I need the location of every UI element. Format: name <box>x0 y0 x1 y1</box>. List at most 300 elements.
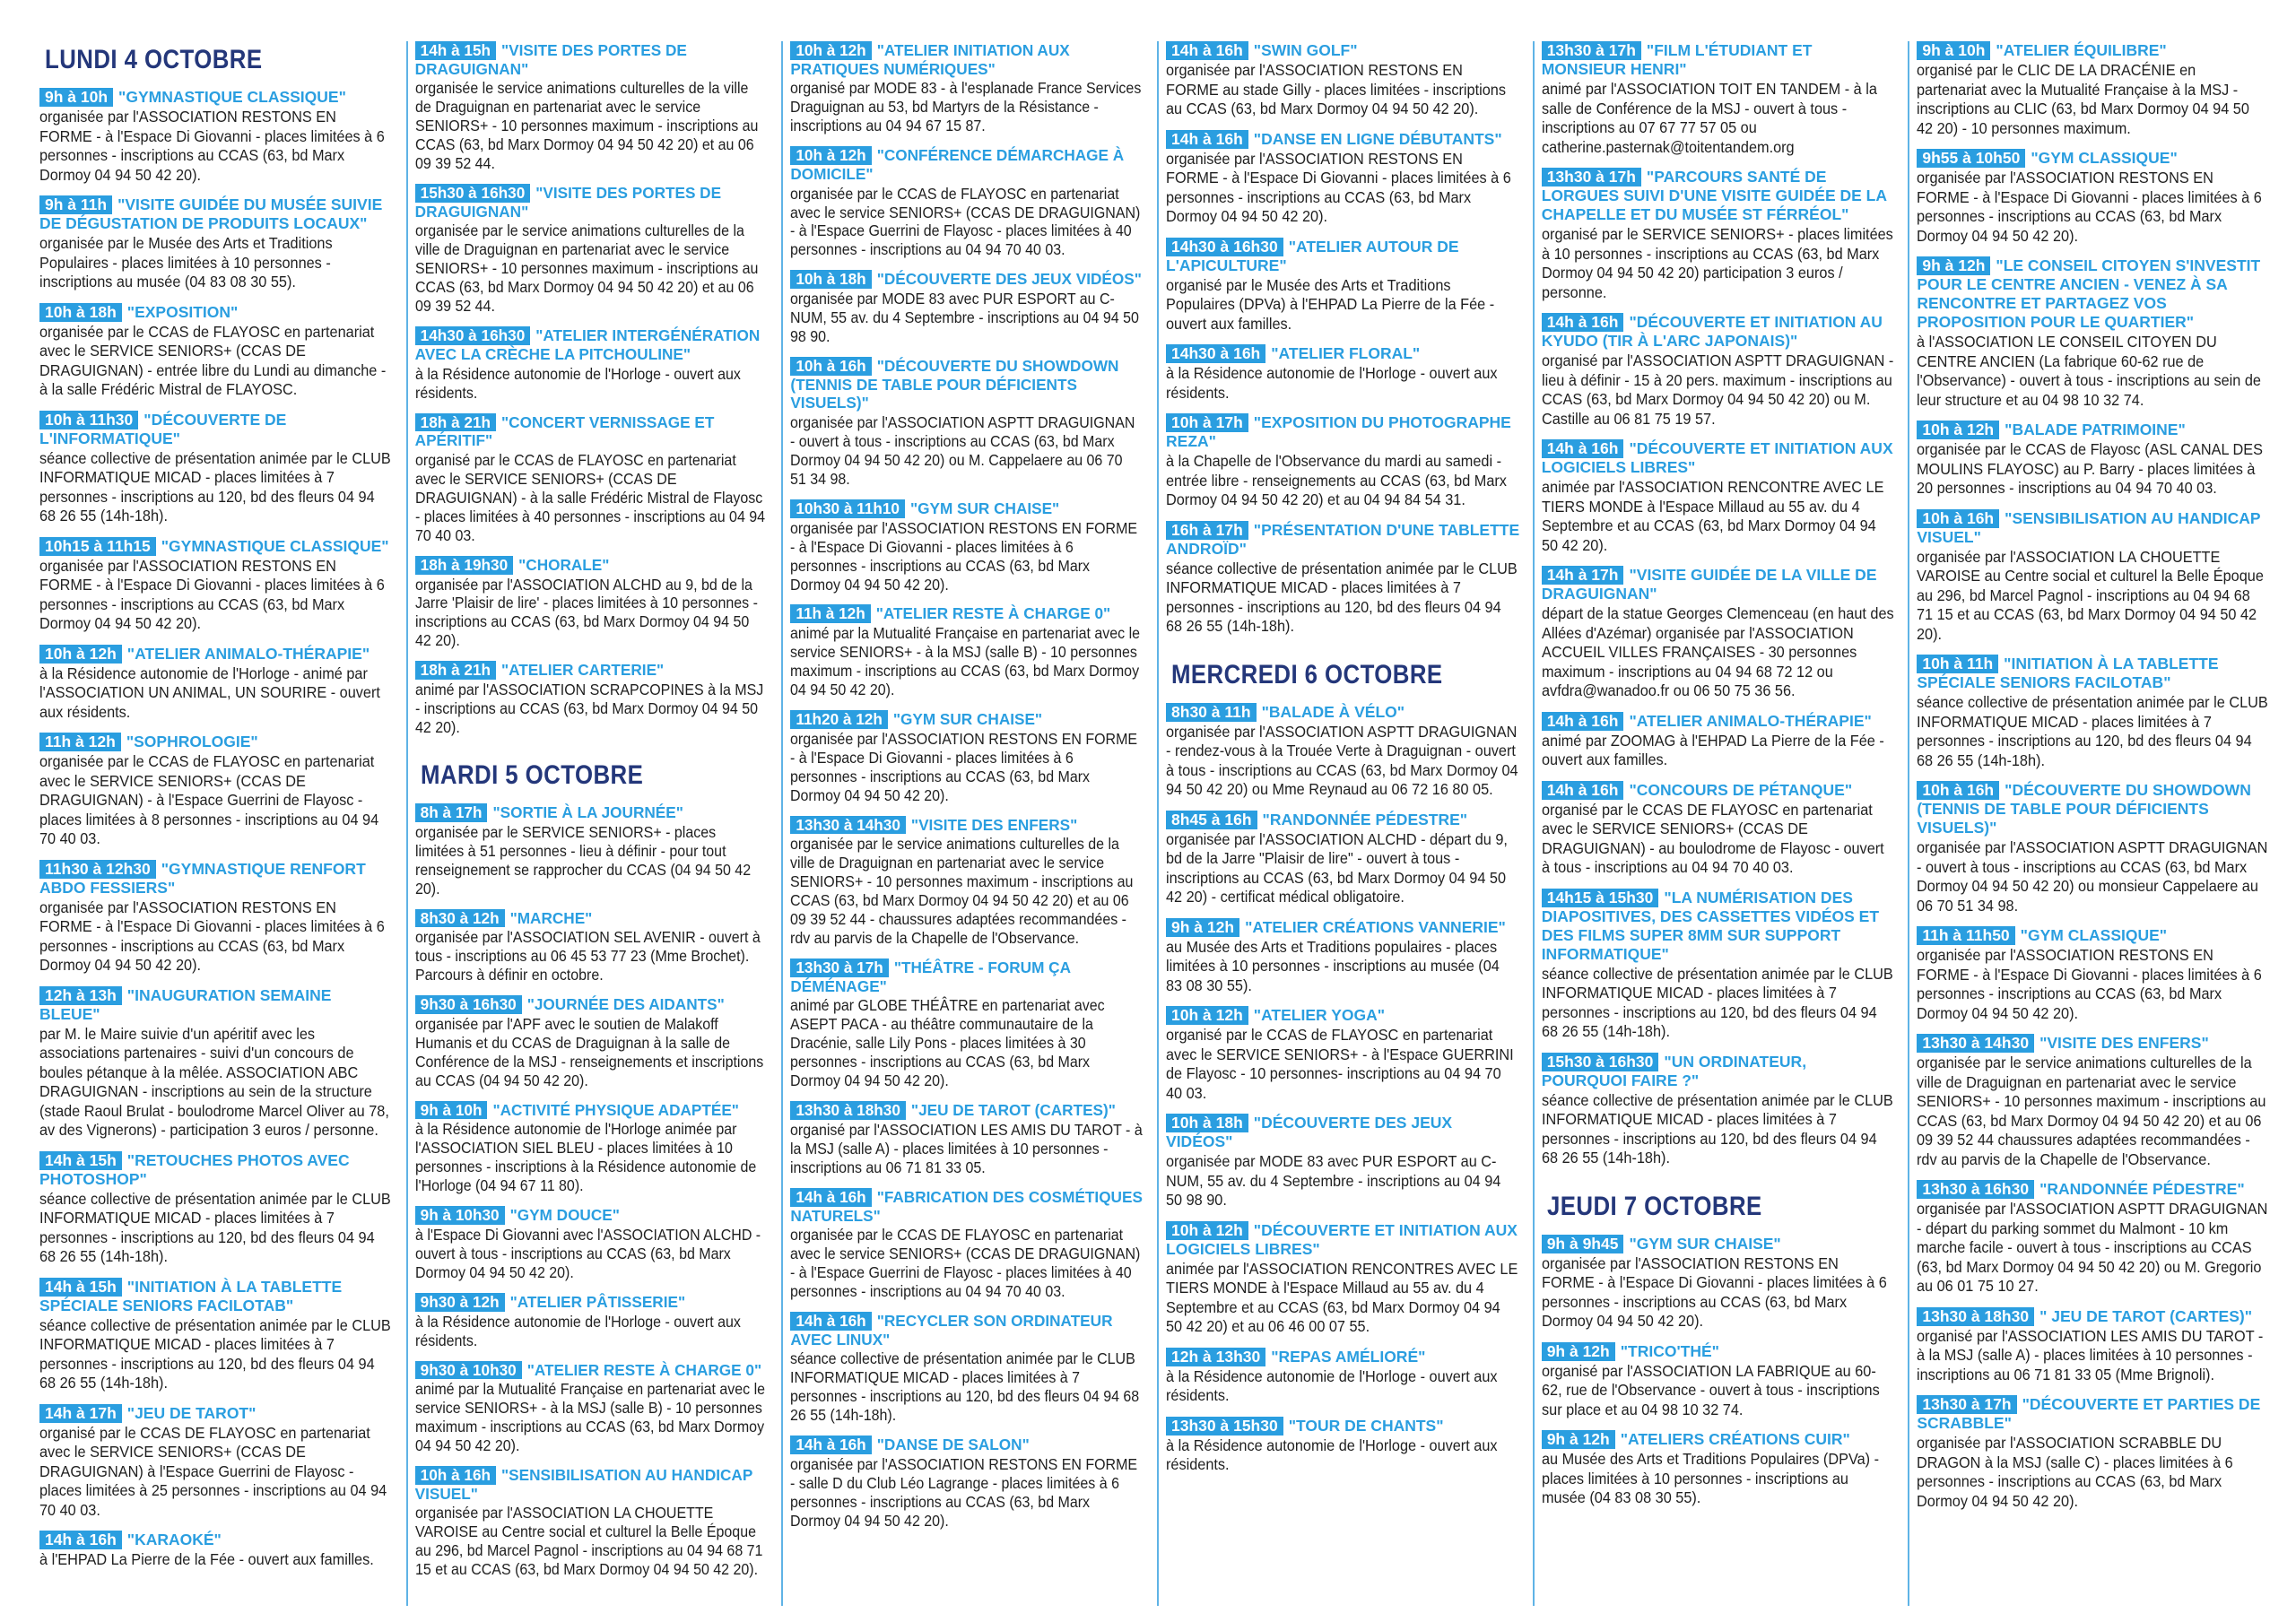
event-time-badge: 14h30 à 16h <box>1166 344 1265 363</box>
event-title: "TRICO'THÉ" <box>1620 1341 1719 1360</box>
event-header <box>415 184 770 221</box>
event-title: "VISITE GUIDÉE DU MUSÉE SUIVIE DE DÉGUSTATION DE PRODUITS LOCAUX" <box>39 195 383 232</box>
event-item <box>39 1531 394 1570</box>
event-item <box>1166 1221 1520 1337</box>
event-item <box>1166 41 1520 119</box>
event-item <box>790 499 1144 594</box>
event-time-badge: 14h15 à 15h30 <box>1542 889 1659 907</box>
event-item <box>790 1101 1144 1177</box>
event-title: "GYM CLASSIQUE" <box>2031 149 2178 167</box>
event-item <box>1917 509 2271 645</box>
event-time-badge: 13h30 à 17h <box>1917 1395 2016 1414</box>
event-item <box>790 958 1144 1090</box>
event-title: "THÉÂTRE - FORUM ÇA DÉMÉNAGE" <box>790 958 1071 995</box>
event-time-badge: 18h à 21h <box>415 661 496 680</box>
event-title: "VISITE DES PORTES DE DRAGUIGNAN" <box>414 184 722 221</box>
event-title: "DÉCOUVERTE DES JEUX VIDÉOS" <box>876 270 1142 289</box>
event-description: organisée par l'ASSOCIATION ASPTT DRAGUIGNAN - départ du parking sommet du Malmont - 10 km marche facile - ouvert à tous - inscriptions au CCAS (63, bd Marx Dormoy 04 94 50 42 20) ou M. Gregorio au 06 01 75 10 27. <box>1917 1200 2268 1295</box>
event-header <box>415 1101 770 1120</box>
event-description: organisée par le CCAS de FLAYOSC en partenariat avec le SERVICE SENIORS+ (CCAS DE DRAGUIGNAN) - à l'Espace Guerrini de Flayosc - places limitées à 8 personnes - inscriptions au 04 94 70 40 03. <box>39 752 379 847</box>
event-description: organisée le service animations culturelles de la ville de Draguignan en partenariat avec le service SENIORS+ - 10 personnes maximum - inscriptions au CCAS (63, bd Marx Dormoy 04 94 50 42 20) et au 06 09 39 52 44. <box>414 79 759 173</box>
event-header <box>1917 781 2271 837</box>
event-time-badge: 10h à 12h <box>790 146 871 165</box>
event-header <box>1542 1430 1896 1449</box>
event-item <box>415 326 770 402</box>
event-header <box>1917 1307 2271 1326</box>
event-title: "SENSIBILISATION AU HANDICAP VISUEL" <box>414 1466 752 1503</box>
event-title: "PRÉSENTATION D'UNE TABLETTE ANDROÏD" <box>1166 520 1520 558</box>
event-title: "BALADE À VÉLO" <box>1261 702 1405 721</box>
event-header <box>1166 41 1520 60</box>
event-item <box>39 1151 394 1267</box>
event-title: "ATELIER CARTERIE" <box>501 661 665 680</box>
event-header <box>39 860 394 898</box>
event-header <box>1917 926 2271 945</box>
event-header <box>1542 566 1896 603</box>
event-time-badge: 11h30 à 12h30 <box>39 860 156 879</box>
event-time-badge: 15h30 à 16h30 <box>415 184 531 203</box>
event-item <box>415 1361 770 1456</box>
event-header <box>39 1531 394 1549</box>
event-title: "DÉCOUVERTE ET INITIATION AU KYUDO (TIR À L'ARC JAPONAIS)" <box>1541 313 1883 350</box>
event-time-badge: 10h à 16h <box>790 357 871 376</box>
event-description: organisé par l'ASSOCIATION LA FABRIQUE au 60-62, rue de l'Observance - ouvert à tous - inscriptions sur place et au 04 98 10 32 74. <box>1541 1361 1880 1418</box>
event-description: organisée par le CCAS de Flayosc (ASL CANAL DES MOULINS FLAYOSC) au P. Barry - places limitées à 20 personnes - inscriptions au 04 94 70 40 03. <box>1917 440 2264 497</box>
event-item <box>790 357 1144 489</box>
event-description: organisée par le CCAS DE FLAYOSC en partenariat avec le service SENIORS+ (CCAS DE DRAGUIGNAN) - à l'Espace Guerrini de Flayosc - places limitées à 40 personnes - inscriptions au 04 94 70 40 03. <box>790 1226 1141 1301</box>
event-title: "LE CONSEIL CITOYEN S'INVESTIT POUR LE CENTRE ANCIEN - VENEZ À SA RENCONTRE ET PARTAGEZ VOS PROPOSITION POUR LE QUARTIER" <box>1917 256 2261 331</box>
event-item <box>1917 1395 2271 1511</box>
event-description: organisé par le CCAS de FLAYOSC en partenariat avec le SERVICE SENIORS+ (CCAS DE DRAGUIGNAN) - à la salle Frédéric Mistral de Flayosc - places limitées à 40 personnes - inscriptions au 04 94 70 40 03. <box>414 450 765 544</box>
event-item <box>1542 313 1896 429</box>
event-title: "GYMNASTIQUE CLASSIQUE" <box>161 536 389 555</box>
event-header <box>39 88 394 107</box>
event-time-badge: 14h à 16h <box>1542 781 1624 800</box>
event-time-badge: 10h à 16h <box>415 1466 496 1485</box>
schedule-column <box>406 41 782 1606</box>
event-header <box>1166 703 1520 722</box>
event-item <box>790 1188 1144 1301</box>
event-header <box>1917 256 2271 332</box>
event-description: à la Résidence autonomie de l'Horloge - ouvert aux résidents. <box>414 1312 741 1349</box>
event-title: "ATELIERS CRÉATIONS CUIR" <box>1620 1430 1850 1448</box>
event-header <box>1917 41 2271 60</box>
event-time-badge: 9h à 12h <box>1917 256 1990 275</box>
event-title: "UN ORDINATEUR, POURQUOI FAIRE ?" <box>1541 1052 1807 1089</box>
event-description: animé par la Mutualité Française en partenariat avec le service SENIORS+ - à la MSJ (salle B) - 10 personnes maximum - inscriptions au CCAS (63, bd Marx Dormoy 04 94 50 42 20). <box>790 624 1141 699</box>
event-item <box>1166 130 1520 227</box>
event-item <box>1917 421 2271 499</box>
event-item <box>415 1206 770 1282</box>
event-item <box>1542 41 1896 157</box>
event-time-badge: 14h à 17h <box>1542 566 1624 585</box>
event-description: à la Résidence autonomie de l'Horloge - ouvert aux résidents. <box>1166 364 1498 402</box>
event-item <box>1542 781 1896 878</box>
event-item <box>1166 344 1520 403</box>
event-title: "ATELIER RESTE À CHARGE 0" <box>526 1360 762 1379</box>
event-item <box>39 986 394 1141</box>
event-time-badge: 14h à 15h <box>39 1278 122 1297</box>
event-description: organisée par l'APF avec le soutien de Malakoff Humanis et du CCAS de Draguignan à la salle de Conférence de la MSJ - renseignements et inscriptions au CCAS (04 94 50 42 20). <box>414 1014 763 1089</box>
event-time-badge: 14h à 16h <box>1166 130 1248 149</box>
event-header <box>39 986 394 1024</box>
event-time-badge: 11h à 12h <box>790 604 870 623</box>
event-description: organisée par l'ASSOCIATION ASPTT DRAGUIGNAN - rendez-vous à la Trouée Verte à Draguignan - ouvert à tous - inscriptions au CCAS (63, bd Marx Dormoy 04 94 50 42 20) ou Mme Reynaud au 06 72 16 80 05. <box>1166 722 1518 798</box>
event-time-badge: 8h à 17h <box>415 803 488 822</box>
event-time-badge: 10h à 11h30 <box>39 411 138 429</box>
event-title: "CONCOURS DE PÉTANQUE" <box>1629 780 1853 799</box>
event-item <box>39 1278 394 1393</box>
event-title: "PARCOURS SANTÉ DE LORGUES SUIVI D'UNE VISITE GUIDÉE DE LA CHAPELLE ET DU MUSÉE ST FÉRRÉOL" <box>1541 168 1887 223</box>
event-header <box>1166 1114 1520 1151</box>
event-title: "ATELIER INITIATION AUX PRATIQUES NUMÉRIQUES" <box>790 41 1070 78</box>
event-time-badge: 9h à 10h <box>39 88 113 107</box>
event-item <box>1542 566 1896 701</box>
event-description: organisée par l'ASSOCIATION RESTONS EN FORME - à l'Espace Di Giovanni - places limitées à 6 personnes - inscriptions au CCAS (63, bd Marx Dormoy 04 94 50 42 20). <box>790 518 1138 594</box>
event-description: organisée par l'ASSOCIATION ALCHD au 9, bd de la Jarre 'Plaisir de lire' - places limitées à 10 personnes - inscriptions au CCAS (63, bd Marx Dormoy 04 94 50 42 20). <box>414 575 758 650</box>
event-time-badge: 14h à 17h <box>39 1404 122 1423</box>
event-time-badge: 11h20 à 12h <box>790 710 888 729</box>
event-time-badge: 14h à 16h <box>1542 313 1624 332</box>
event-header <box>39 645 394 664</box>
event-time-badge: 8h30 à 11h <box>1166 703 1257 722</box>
event-description: organisée par le Musée des Arts et Traditions Populaires - places limitées à 10 personnes - inscriptions au musée (04 83 08 30 55). <box>39 234 333 291</box>
event-item <box>1166 918 1520 996</box>
event-time-badge: 9h à 10h <box>1917 41 1990 60</box>
event-title: "EXPOSITION" <box>126 302 239 321</box>
event-item <box>790 41 1144 135</box>
event-item <box>1166 1114 1520 1210</box>
schedule-column <box>1533 41 1909 1606</box>
event-description: à l'ASSOCIATION LE CONSEIL CITOYEN DU CENTRE ANCIEN (La fabrique 60-62 rue de l'Observance) - ouvert à tous - inscriptions au sein de leur structure et au 04 98 10 32 74. <box>1917 333 2262 409</box>
event-header <box>790 41 1144 78</box>
event-description: organisée par le service animations culturelles de la ville de Draguignan en partenariat avec le service SENIORS+ - 10 personnes maximum - inscriptions au CCAS (63, bd Marx Dormoy 04 94 50 42 20) et au 06 09 39 52 44. <box>414 221 759 316</box>
day-heading: MARDI 5 OCTOBRE <box>420 760 643 791</box>
event-header <box>1542 313 1896 351</box>
event-header <box>1917 149 2271 168</box>
event-description: organisée par l'ASSOCIATION RESTONS EN FORME - à l'Espace Di Giovanni - places limitées à 6 personnes - inscriptions au CCAS (63, bd Marx Dormoy 04 94 50 42 20). <box>1917 169 2263 245</box>
event-item <box>790 816 1144 949</box>
event-time-badge: 14h30 à 16h30 <box>415 326 531 345</box>
event-description: animé par l'ASSOCIATION SCRAPCOPINES à la MSJ - inscriptions au CCAS (63, bd Marx Dormoy 04 94 50 42 20). <box>414 681 763 737</box>
event-description: organisée par l'ASSOCIATION RESTONS EN FORME - à l'Espace Di Giovanni - places limitées à 6 personnes - inscriptions au CCAS (63, bd Marx Dormoy 04 94 50 42 20). <box>39 108 385 184</box>
event-item <box>415 556 770 651</box>
event-header <box>790 816 1144 835</box>
event-time-badge: 10h à 18h <box>39 303 122 322</box>
event-description: organisée par l'ASSOCIATION LA CHOUETTE VAROISE au Centre social et culturel la Belle Époque au 296, bd Marcel Pagnol - inscriptions au 04 94 68 71 15 et au CCAS (63, bd Marx Dormoy 04 94 50 42 20). <box>1917 547 2265 643</box>
event-time-badge: 14h à 16h <box>1166 41 1248 60</box>
event-item <box>39 88 394 185</box>
event-item <box>1917 149 2271 246</box>
event-item <box>790 604 1144 699</box>
event-item <box>1542 1235 1896 1331</box>
event-item <box>415 184 770 316</box>
event-time-badge: 10h à 18h <box>1166 1114 1248 1132</box>
event-time-badge: 9h à 10h <box>415 1101 488 1120</box>
event-description: organisé par l'ASSOCIATION ASPTT DRAGUIGNAN - lieu à définir - 15 à 20 pers. maximum - inscriptions au CCAS (63, bd Marx Dormoy 04 94 50 42 20) ou M. Castille au 06 81 75 19 57. <box>1541 351 1894 428</box>
event-description: à l'EHPAD La Pierre de la Fée - ouvert aux familles. <box>39 1550 374 1568</box>
event-title: "GYM SUR CHAISE" <box>1629 1234 1781 1253</box>
event-title: "VISITE DES ENFERS" <box>2039 1034 2209 1052</box>
event-description: organisée par l'ASSOCIATION RESTONS EN FORME - à l'Espace Di Giovanni - places limitées à 6 personnes - inscriptions au CCAS (63, bd Marx Dormoy 04 94 50 42 20). <box>39 898 385 974</box>
event-header <box>1542 439 1896 477</box>
event-title: "ATELIER INTERGÉNÉRATION AVEC LA CRÈCHE LA PITCHOULINE" <box>414 326 761 364</box>
day-heading: JEUDI 7 OCTOBRE <box>1546 1191 1762 1221</box>
event-description: organisée par l'ASSOCIATION RESTONS EN FORME - à l'Espace Di Giovanni - places limitées à 6 personnes - inscriptions au CCAS (63, bd Marx Dormoy 04 94 50 42 20). <box>1917 946 2263 1022</box>
event-time-badge: 13h30 à 14h30 <box>1917 1034 2034 1053</box>
event-title: "GYM SUR CHAISE" <box>892 710 1043 729</box>
event-title: "DÉCOUVERTE DE L'INFORMATIQUE" <box>39 410 287 447</box>
event-header <box>1166 1348 1520 1366</box>
event-time-badge: 9h30 à 10h30 <box>415 1361 522 1380</box>
schedule-column <box>781 41 1157 1606</box>
event-title: "GYM CLASSIQUE" <box>2020 926 2168 944</box>
event-description: organisée par MODE 83 avec PUR ESPORT au C-NUM, 55 av. du 4 Septembre - inscriptions au 04 94 50 98 90. <box>790 290 1140 346</box>
event-item <box>1542 712 1896 770</box>
event-title: "TOUR DE CHANTS" <box>1288 1416 1444 1435</box>
event-title: "ACTIVITÉ PHYSIQUE ADAPTÉE" <box>492 1100 739 1119</box>
event-title: "SOPHROLOGIE" <box>126 733 258 750</box>
event-time-badge: 10h à 16h <box>1917 781 1999 800</box>
event-description: séance collective de présentation animée par le CLUB INFORMATIQUE MICAD - places limitées à 7 personnes - inscriptions au 120, bd des fleurs 04 94 68 26 55 (14h-18h). <box>1166 559 1518 635</box>
event-time-badge: 13h30 à 16h30 <box>1917 1180 2034 1199</box>
event-title: "VISITE GUIDÉE DE LA VILLE DE DRAGUIGNAN" <box>1541 566 1877 603</box>
event-item <box>790 270 1144 346</box>
event-header <box>415 326 770 363</box>
event-title: "ATELIER ANIMALO-THÉRAPIE" <box>1629 711 1872 730</box>
event-header <box>415 909 770 928</box>
event-time-badge: 10h à 12h <box>1166 1221 1248 1240</box>
event-header <box>1917 1180 2271 1199</box>
event-description: organisée par l'ASSOCIATION ASPTT DRAGUIGNAN - ouvert à tous - inscriptions au CCAS (63, bd Marx Dormoy 04 94 50 42 20) ou M. Cappelaere au 06 70 51 34 98. <box>790 412 1135 488</box>
event-header <box>1542 1342 1896 1361</box>
event-title: "DANSE EN LIGNE DÉBUTANTS" <box>1253 129 1502 148</box>
event-item <box>1542 1053 1896 1168</box>
event-title: "DÉCOUVERTE ET INITIATION AUX LOGICIELS LIBRES" <box>1166 1220 1518 1258</box>
event-description: à la Résidence autonomie de l'Horloge - ouvert aux résidents. <box>1166 1366 1498 1404</box>
event-title: "RANDONNÉE PÉDESTRE" <box>2039 1180 2245 1198</box>
event-header <box>39 1278 394 1315</box>
event-header <box>1166 238 1520 275</box>
event-description: animé par GLOBE THÉÂTRE en partenariat avec ASEPT PACA - au théâtre communautaire de la Dracénie, salle Lily Pons - places limitées à 30 personnes - inscriptions au CCAS (63, bd Marx Dormoy 04 94 50 42 20). <box>790 996 1105 1090</box>
schedule-column <box>39 41 406 1606</box>
event-description: séance collective de présentation animée par le CLUB INFORMATIQUE MICAD - places limitées à 7 personnes - inscriptions au 120, bd des fleurs 04 94 68 26 55 (14h-18h). <box>790 1349 1140 1425</box>
event-item <box>1166 1006 1520 1103</box>
event-header <box>39 733 394 751</box>
event-title: "ATELIER CRÉATIONS VANNERIE" <box>1245 917 1506 936</box>
event-description: organisée par l'ASSOCIATION RESTONS EN FORME - salle D du Club Léo Lagrange - places limitées à 6 personnes - inscriptions au CCAS (63, bd Marx Dormoy 04 94 50 42 20). <box>790 1455 1138 1531</box>
event-time-badge: 13h30 à 17h <box>1542 41 1641 60</box>
event-description: animée par l'ASSOCIATION RENCONTRE AVEC LE TIERS MONDE à l'Espace Millaud au 55 av. du 4 Septembre et au CCAS (63, bd Marx Dormoy 04 94 50 42 20). <box>1541 478 1884 554</box>
event-time-badge: 15h30 à 16h30 <box>1542 1053 1659 1071</box>
event-description: organisée par l'ASSOCIATION LA CHOUETTE VAROISE au Centre social et culturel la Belle Époque au 296, bd Marcel Pagnol - inscriptions au 04 94 68 71 15 et au CCAS (63, bd Marx Dormoy 04 94 50 42 20). <box>414 1504 763 1579</box>
event-title: "ATELIER AUTOUR DE L'APICULTURE" <box>1166 237 1459 274</box>
day-heading: MERCREDI 6 OCTOBRE <box>1171 659 1443 690</box>
event-description: organisée par l'ASSOCIATION SCRABBLE DU DRAGON à la MSJ (salle C) - places limitées à 6 personnes - inscriptions au CCAS (63, bd Marx Dormoy 04 94 50 42 20). <box>1917 1434 2234 1510</box>
event-title: "CONCERT VERNISSAGE ET APÉRITIF" <box>414 412 715 450</box>
event-time-badge: 14h à 16h <box>39 1531 122 1549</box>
event-title: "MARCHE" <box>509 908 593 927</box>
event-time-badge: 9h à 11h <box>39 195 112 214</box>
event-time-badge: 10h à 12h <box>39 645 122 664</box>
event-item <box>1542 1430 1896 1508</box>
event-header <box>790 1188 1144 1225</box>
event-header <box>790 1312 1144 1349</box>
event-header <box>415 413 770 450</box>
event-item <box>1917 1034 2271 1169</box>
event-time-badge: 16h à 17h <box>1166 521 1248 540</box>
event-header <box>1542 781 1896 800</box>
event-header <box>1166 811 1520 829</box>
event-description: séance collective de présentation animée par le CLUB INFORMATIQUE MICAD - places limitées à 7 personnes - inscriptions au 120, bd des fleurs 04 94 68 26 55 (14h-18h). <box>1541 1090 1893 1167</box>
event-header <box>1917 655 2271 692</box>
event-description: organisée par le CCAS de FLAYOSC en partenariat avec le service SENIORS+ (CCAS DE DRAGUIGNAN) - à l'Espace Guerrini de Flayosc - places limitées à 40 personnes - inscriptions au 04 94 70 40 03. <box>790 184 1141 259</box>
event-header <box>39 1151 394 1189</box>
event-header <box>39 537 394 556</box>
event-description: organisée par l'ASSOCIATION RESTONS EN FORME au stade Gilly - places limitées - inscriptions au CCAS (63, bd Marx Dormoy 04 94 50 42 20). <box>1166 61 1506 117</box>
event-title: "ATELIER FLORAL" <box>1271 344 1421 362</box>
event-description: organisée par l'ASSOCIATION RESTONS EN FORME - à l'Espace Di Giovanni - places limitées à 6 personnes - inscriptions au CCAS (63, bd Marx Dormoy 04 94 50 42 20). <box>39 556 385 632</box>
event-title: "ATELIER YOGA" <box>1253 1006 1386 1024</box>
event-header <box>415 1361 770 1380</box>
event-description: séance collective de présentation animée par le CLUB INFORMATIQUE MICAD - places limitées à 7 personnes - inscriptions au 120, bd des fleurs 04 94 68 26 55 (14h-18h). <box>1917 693 2269 769</box>
event-title: "BALADE PATRIMOINE" <box>2005 421 2186 438</box>
event-time-badge: 9h à 9h45 <box>1542 1235 1624 1253</box>
event-time-badge: 10h15 à 11h15 <box>39 537 156 556</box>
event-item <box>1166 703 1520 800</box>
event-item <box>39 411 394 526</box>
event-item <box>1166 413 1520 510</box>
schedule-column <box>1908 41 2283 1606</box>
event-description: séance collective de présentation animée par le CLUB INFORMATIQUE MICAD - places limitées à 7 personnes - inscriptions au 120, bd des fleurs 04 94 68 26 55 (14h-18h). <box>39 448 391 525</box>
day-heading: LUNDI 4 OCTOBRE <box>45 45 263 74</box>
event-item <box>1542 168 1896 302</box>
event-title: "VISITE DES ENFERS" <box>910 815 1078 834</box>
event-header <box>1166 918 1520 937</box>
event-description: au Musée des Arts et Traditions Populaires (DPVa) - places limitées à 10 personnes - inscriptions au musée (04 83 08 30 55). <box>1541 1450 1879 1506</box>
event-title: "GYM DOUCE" <box>509 1206 620 1225</box>
event-time-badge: 9h à 12h <box>1542 1342 1615 1361</box>
event-title: "EXPOSITION DU PHOTOGRAPHE REZA" <box>1166 413 1511 450</box>
event-header <box>1166 344 1520 363</box>
event-title: "CONFÉRENCE DÉMARCHAGE À DOMICILE" <box>790 146 1125 183</box>
event-header <box>1166 1417 1520 1436</box>
event-item <box>1166 1417 1520 1475</box>
event-title: "DÉCOUVERTE DU SHOWDOWN (TENNIS DE TABLE POUR DÉFICIENTS VISUELS)" <box>1917 781 2251 837</box>
event-description: au Musée des Arts et Traditions populaires - places limitées à 10 personnes - inscriptions au musée (04 83 08 30 55). <box>1166 937 1500 994</box>
event-description: organisée par le CCAS de FLAYOSC en partenariat avec le SERVICE SENIORS+ (CCAS DE DRAGUIGNAN) - entrée libre du Lundi au dimanche - à la salle Frédéric Mistral de FLAYOSC. <box>39 322 387 398</box>
event-description: à la Résidence autonomie de l'Horloge animée par l'ASSOCIATION SIEL BLEU - places limitées à 10 personnes - inscriptions à la Résidence autonomie de l'Horloge (04 94 67 11 80). <box>414 1120 756 1195</box>
event-time-badge: 14h à 16h <box>790 1312 871 1331</box>
event-header <box>415 661 770 680</box>
event-header <box>415 41 770 78</box>
event-time-badge: 14h à 15h <box>415 41 496 60</box>
event-header <box>1917 509 2271 547</box>
event-header <box>1542 41 1896 79</box>
event-description: organisé par l'ASSOCIATION LES AMIS DU TAROT - à la MSJ (salle A) - places limitées à 10 personnes - inscriptions au 06 71 81 33 05 (Mme Brignoli). <box>1917 1326 2264 1383</box>
event-description: animée par l'ASSOCIATION RENCONTRES AVEC LE TIERS MONDE à l'Espace Millaud au 55 av. du 4 Septembre et au CCAS (63, bd Marx Dormoy 04 94 50 42 20) et au 06 46 00 07 55. <box>1166 1259 1518 1335</box>
event-description: organisée par l'ASSOCIATION RESTONS EN FORME - à l'Espace Di Giovanni - places limitées à 6 personnes - inscriptions au CCAS (63, bd Marx Dormoy 04 94 50 42 20). <box>790 729 1138 804</box>
event-item <box>415 661 770 737</box>
event-item <box>1917 41 2271 138</box>
event-item <box>790 710 1144 805</box>
event-title: "JEU DE TAROT" <box>126 1403 257 1422</box>
event-title: "GYMNASTIQUE RENFORT ABDO FESSIERS" <box>39 859 366 897</box>
event-title: "JEU DE TAROT (CARTES)" <box>910 1101 1116 1120</box>
event-title: "DÉCOUVERTE ET PARTIES DE SCRABBLE" <box>1917 1395 2261 1432</box>
event-description: organisée par l'ASSOCIATION RESTONS EN FORME - à l'Espace Di Giovanni - places limitées à 6 personnes - inscriptions au CCAS (63, bd Marx Dormoy 04 94 50 42 20). <box>1541 1253 1887 1330</box>
event-time-badge: 14h à 15h <box>39 1151 122 1170</box>
event-header <box>1542 1053 1896 1090</box>
event-description: organisée par le SERVICE SENIORS+ - places limitées à 51 personnes - lieu à définir - pour tout renseignement se rapprocher du CCAS (04 94 50 42 20). <box>414 822 751 898</box>
event-header <box>790 604 1144 623</box>
event-title: "SENSIBILISATION AU HANDICAP VISUEL" <box>1917 508 2261 546</box>
event-description: organisé par MODE 83 - à l'esplanade France Services Draguignan au 53, bd Martyrs de la Résistance - inscriptions au 04 94 67 15 87. <box>790 79 1142 135</box>
event-item <box>790 1436 1144 1531</box>
event-description: séance collective de présentation animée par le CLUB INFORMATIQUE MICAD - places limitées à 7 personnes - inscriptions au 120, bd des fleurs 04 94 68 26 55 (14h-18h). <box>1541 964 1893 1040</box>
event-header <box>790 710 1144 729</box>
event-header <box>1917 1034 2271 1053</box>
event-header <box>39 195 394 233</box>
event-time-badge: 9h30 à 12h <box>415 1293 505 1312</box>
event-item <box>1917 256 2271 410</box>
event-description: organisée par l'ASSOCIATION RESTONS EN FORME - à l'Espace Di Giovanni - places limitées à 6 personnes - inscriptions au CCAS (63, bd Marx Dormoy 04 94 50 42 20). <box>1166 149 1511 225</box>
event-time-badge: 14h à 16h <box>790 1436 871 1454</box>
event-item <box>1166 238 1520 334</box>
event-time-badge: 10h à 17h <box>1166 413 1248 432</box>
event-time-badge: 14h à 16h <box>1542 712 1624 731</box>
event-time-badge: 11h à 12h <box>39 733 121 751</box>
event-header <box>1166 1006 1520 1025</box>
event-title: "CHORALE" <box>518 555 610 574</box>
event-title: "DÉCOUVERTE DU SHOWDOWN (TENNIS DE TABLE POUR DÉFICIENTS VISUELS)" <box>790 357 1119 412</box>
event-title: "FILM L'ÉTUDIANT ET MONSIEUR HENRI" <box>1541 41 1813 78</box>
event-title: "VISITE DES PORTES DE DRAGUIGNAN" <box>414 41 687 78</box>
event-header <box>790 499 1144 518</box>
event-description: animé par la Mutualité Française en partenariat avec le service SENIORS+ - à la MSJ (salle B) - 10 personnes maximum - inscriptions au CCAS (63, bd Marx Dormoy 04 94 50 42 20). <box>414 1380 765 1455</box>
event-header <box>1917 421 2271 439</box>
event-description: par M. le Maire suivie d'un apéritif avec les associations partenaires - suivi d'un concours de boules pétanque à la mêlée. ASSOCIATION ABC DRAGUIGNAN - inscriptions au sein de la structure (stade Raoul Brulat - boulodrome Marcel Oliver au 78, av des Vignerons) - participation 3 euros / personne. <box>39 1024 389 1139</box>
event-title: "DÉCOUVERTE DES JEUX VIDÉOS" <box>1166 1114 1453 1150</box>
event-time-badge: 10h à 16h <box>1917 509 1999 528</box>
event-item <box>1917 926 2271 1023</box>
event-header <box>415 1293 770 1312</box>
event-title: "DANSE DE SALON" <box>876 1436 1030 1454</box>
event-header <box>1166 1221 1520 1259</box>
event-title: "ATELIER ÉQUILIBRE" <box>1996 41 2167 59</box>
event-time-badge: 14h à 16h <box>790 1188 871 1207</box>
event-title: "SWIN GOLF" <box>1253 41 1358 59</box>
event-item <box>1166 811 1520 907</box>
event-item <box>39 303 394 400</box>
event-time-badge: 12h à 13h <box>39 986 122 1005</box>
event-time-badge: 11h à 11h50 <box>1917 926 2014 945</box>
event-header <box>790 270 1144 289</box>
event-title: "ATELIER PÂTISSERIE" <box>509 1292 686 1311</box>
event-item <box>1917 1307 2271 1385</box>
event-description: organisée par l'ASSOCIATION SEL AVENIR - ouvert à tous - inscriptions au 06 45 53 77 23 (Mme Brochet). Parcours à définir en octobre. <box>414 928 761 984</box>
event-description: organisée par l'ASSOCIATION ALCHD - départ du 9, bd de la Jarre "Plaisir de lire" - ouvert à tous - inscriptions au CCAS (63, bd Marx Dormoy 04 94 50 42 20) - certificat médical obligatoire. <box>1166 829 1508 906</box>
event-header <box>1542 889 1896 964</box>
event-time-badge: 18h à 19h30 <box>415 556 513 575</box>
event-description: à la Chapelle de l'Observance du mardi au samedi - entrée libre - renseignements au CCAS (63, bd Marx Dormoy 04 94 50 42 20) et au 04 94 84 54 31. <box>1166 452 1507 508</box>
event-header <box>1917 1395 2271 1433</box>
event-item <box>1166 521 1520 637</box>
event-description: organisée par l'ASSOCIATION ASPTT DRAGUIGNAN - ouvert à tous - inscriptions au CCAS (63, bd Marx Dormoy 04 94 50 42 20) ou monsieur Cappelaere au 06 70 51 34 98. <box>1917 838 2268 915</box>
event-time-badge: 14h30 à 16h30 <box>1166 238 1283 256</box>
event-header <box>415 995 770 1014</box>
event-description: séance collective de présentation animée par le CLUB INFORMATIQUE MICAD - places limitées à 7 personnes - inscriptions au 120, bd des fleurs 04 94 68 26 55 (14h-18h). <box>39 1189 391 1265</box>
